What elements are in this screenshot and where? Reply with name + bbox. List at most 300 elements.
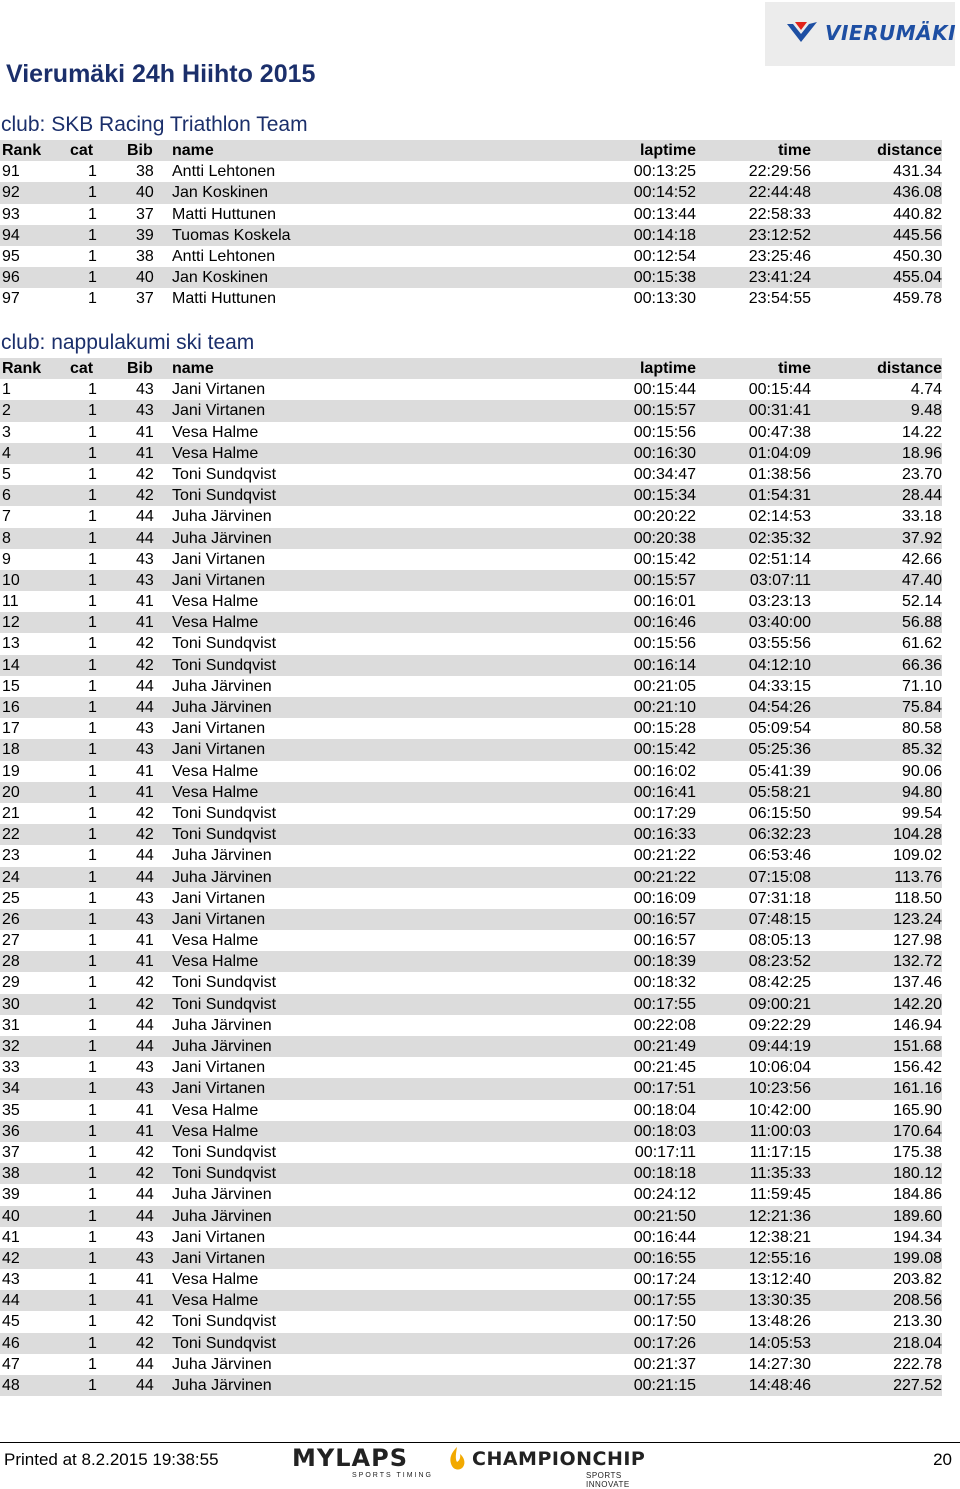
cell-rank: 8 [2,529,11,547]
cell-distance: 161.16 [893,1080,942,1098]
cell-name: Jani Virtanen [172,550,266,568]
cell-bib: 44 [136,699,154,716]
cell-laptime: 00:14:52 [633,184,696,202]
cell-rank: 12 [2,614,20,632]
cell-name: Jani Virtanen [172,889,266,907]
cell-rank: 9 [2,550,11,568]
cell-bib: 41 [136,1101,154,1119]
cell-time: 03:07:11 [749,571,811,589]
cell-laptime: 00:15:34 [633,487,696,505]
championchip-logo-text: CHAMPIONCHIP [472,1448,646,1470]
cell-distance: 194.34 [893,1228,942,1246]
cell-rank: 95 [2,247,20,265]
cell-time: 23:25:46 [748,247,811,265]
cell-bib: 43 [136,571,154,589]
cell-laptime: 00:15:57 [633,571,696,589]
table-row [0,1078,942,1099]
cell-distance: 184.86 [893,1186,942,1204]
cell-time: 06:53:46 [748,847,811,865]
table-row [0,1375,942,1396]
cell-laptime: 00:17:55 [633,1292,696,1310]
cell-distance: 56.88 [901,614,942,632]
cell-time: 11:35:33 [749,1165,811,1183]
cell-cat: 1 [88,974,97,992]
cell-distance: 80.58 [901,720,942,738]
cell-laptime: 00:14:18 [633,226,696,244]
cell-laptime: 00:21:10 [633,699,696,716]
cell-rank: 16 [2,699,20,716]
cell-distance: 208.56 [893,1292,942,1310]
cell-laptime: 00:12:54 [633,247,696,265]
cell-bib: 44 [136,1377,154,1394]
column-header-bib: Bib [127,360,153,377]
cell-laptime: 00:16:55 [633,1249,696,1267]
cell-laptime: 00:17:24 [633,1271,696,1289]
cell-time: 05:58:21 [748,783,811,801]
cell-name: Matti Huttunen [172,290,277,308]
table-row [0,288,942,309]
cell-name: Juha Järvinen [172,1016,272,1034]
cell-bib: 41 [136,953,154,971]
cell-laptime: 00:15:42 [633,550,696,568]
cell-time: 13:12:40 [748,1271,811,1289]
cell-laptime: 00:17:50 [633,1313,696,1331]
cell-rank: 6 [2,487,11,505]
cell-name: Juha Järvinen [172,677,272,695]
cell-cat: 1 [88,1038,97,1055]
cell-rank: 97 [2,290,20,308]
column-header-cat: cat [70,142,94,159]
cell-cat: 1 [88,381,97,399]
column-header-rank: Rank [2,142,42,159]
cell-rank: 22 [2,826,20,844]
cell-cat: 1 [88,614,97,632]
cell-cat: 1 [88,226,97,244]
cell-rank: 10 [2,571,20,589]
page-footer [0,1442,960,1489]
cell-cat: 1 [88,1016,97,1034]
cell-laptime: 00:24:12 [633,1186,696,1204]
cell-laptime: 00:34:47 [633,465,696,483]
cell-rank: 47 [2,1355,20,1373]
cell-time: 01:04:09 [748,444,811,462]
cell-laptime: 00:16:30 [633,444,696,462]
cell-time: 22:44:48 [748,184,811,202]
cell-time: 05:25:36 [748,741,811,759]
table-row [0,718,942,739]
cell-cat: 1 [88,868,97,886]
table-row [0,1311,942,1332]
cell-distance: 175.38 [893,1143,942,1161]
cell-rank: 27 [2,932,20,950]
cell-laptime: 00:15:57 [633,402,696,420]
cell-time: 03:23:13 [748,593,811,611]
cell-name: Vesa Halme [172,783,259,801]
cell-name: Toni Sundqvist [172,1313,277,1331]
cell-distance: 222.78 [893,1355,942,1373]
cell-cat: 1 [88,889,97,907]
cell-time: 09:44:19 [748,1038,811,1055]
cell-time: 11:17:15 [749,1143,811,1161]
cell-rank: 1 [2,381,11,399]
table-row [0,1163,942,1184]
table-row [0,549,942,570]
table-row [0,182,942,203]
cell-distance: 4.74 [910,381,942,399]
cell-bib: 44 [136,847,154,865]
cell-time: 10:23:56 [748,1080,811,1098]
table-row [0,739,942,760]
cell-rank: 31 [2,1016,20,1034]
cell-time: 02:35:32 [748,529,811,547]
table-row [0,204,942,225]
cell-rank: 93 [2,205,20,223]
cell-time: 12:38:21 [748,1228,811,1246]
cell-laptime: 00:15:56 [633,423,696,441]
cell-rank: 11 [2,593,19,611]
cell-bib: 43 [136,1249,154,1267]
cell-name: Jani Virtanen [172,1249,266,1267]
cell-cat: 1 [88,847,97,865]
table-row [0,803,942,824]
cell-rank: 44 [2,1292,20,1310]
table-row [0,1206,942,1227]
cell-rank: 26 [2,910,20,928]
cell-laptime: 00:18:04 [633,1101,696,1119]
cell-distance: 180.12 [893,1165,942,1183]
cell-laptime: 00:16:33 [633,826,696,844]
cell-cat: 1 [88,184,97,202]
cell-distance: 151.68 [893,1038,942,1055]
mylaps-logo-subtext: SPORTS TIMING [352,1472,433,1479]
cell-bib: 42 [136,1313,154,1331]
cell-laptime: 00:16:46 [633,614,696,632]
table-row [0,676,942,697]
cell-laptime: 00:15:42 [633,741,696,759]
cell-time: 13:30:35 [748,1292,811,1310]
cell-rank: 92 [2,184,20,202]
cell-bib: 41 [136,932,154,950]
cell-laptime: 00:17:26 [633,1334,696,1352]
cell-bib: 37 [136,205,154,223]
club-heading: club: SKB Racing Triathlon Team [1,113,308,136]
championchip-logo-subtext: SPORTS INNOVATE [586,1471,630,1489]
cell-bib: 38 [136,163,154,181]
cell-cat: 1 [88,1355,97,1373]
cell-bib: 41 [136,1292,154,1310]
cell-rank: 32 [2,1038,20,1055]
column-header-bib: Bib [127,142,153,159]
cell-time: 10:42:00 [748,1101,811,1119]
table-row [0,633,942,654]
cell-bib: 44 [136,1355,154,1373]
cell-rank: 18 [2,741,20,759]
cell-rank: 4 [2,444,11,462]
table-row [0,422,942,443]
table-row [0,888,942,909]
cell-cat: 1 [88,571,97,589]
mylaps-logo-text: MYLAPS [292,1444,409,1472]
cell-bib: 43 [136,1228,154,1246]
cell-name: Vesa Halme [172,1271,259,1289]
cell-rank: 38 [2,1165,20,1183]
cell-time: 14:27:30 [748,1355,811,1373]
cell-time: 04:12:10 [748,656,811,674]
cell-time: 14:05:53 [748,1334,811,1352]
cell-cat: 1 [88,423,97,441]
cell-name: Vesa Halme [172,1292,259,1310]
cell-name: Jani Virtanen [172,571,266,589]
cell-distance: 85.32 [901,741,942,759]
cell-time: 06:15:50 [748,804,811,822]
cell-bib: 42 [136,1165,154,1183]
cell-cat: 1 [88,444,97,462]
table-row [0,930,942,951]
cell-rank: 13 [2,635,20,653]
table-row [0,1248,942,1269]
table-row [0,246,942,267]
cell-bib: 44 [136,1016,154,1034]
table-row [0,1142,942,1163]
cell-name: Jani Virtanen [172,910,266,928]
cell-cat: 1 [88,1313,97,1331]
cell-distance: 47.40 [901,571,942,589]
cell-bib: 42 [136,995,154,1013]
cell-distance: 33.18 [901,508,942,526]
column-header-name: name [172,360,214,377]
printed-timestamp: Printed at 8.2.2015 19:38:55 [4,1450,219,1469]
cell-name: Toni Sundqvist [172,804,277,822]
table-row [0,824,942,845]
table-row [0,464,942,485]
cell-rank: 34 [2,1080,20,1098]
cell-time: 02:51:14 [748,550,811,568]
cell-laptime: 00:18:18 [633,1165,696,1183]
cell-cat: 1 [88,1292,97,1310]
column-header-laptime: laptime [639,142,696,159]
table-row [0,909,942,930]
table-row [0,845,942,866]
cell-laptime: 00:17:55 [633,995,696,1013]
cell-cat: 1 [88,741,97,759]
cell-rank: 48 [2,1377,20,1394]
cell-name: Vesa Halme [172,953,259,971]
cell-name: Toni Sundqvist [172,974,277,992]
cell-cat: 1 [88,487,97,505]
cell-bib: 41 [136,783,154,801]
cell-laptime: 00:21:22 [633,868,696,886]
cell-bib: 44 [136,508,154,526]
cell-distance: 436.08 [893,184,942,202]
cell-name: Jan Koskinen [172,184,269,202]
cell-name: Jani Virtanen [172,381,266,399]
cell-name: Juha Järvinen [172,508,272,526]
cell-bib: 42 [136,1334,154,1352]
table-row [0,1015,942,1036]
cell-name: Juha Järvinen [172,1377,272,1394]
cell-name: Antti Lehtonen [172,163,276,181]
cell-rank: 40 [2,1207,20,1225]
column-header-time: time [778,360,811,377]
cell-cat: 1 [88,593,97,611]
cell-bib: 42 [136,974,154,992]
cell-rank: 36 [2,1122,20,1140]
cell-bib: 42 [136,656,154,674]
cell-cat: 1 [88,699,97,716]
cell-laptime: 00:16:41 [633,783,696,801]
cell-laptime: 00:13:25 [633,163,696,181]
cell-rank: 45 [2,1313,20,1331]
cell-bib: 44 [136,1207,154,1225]
table-row [0,485,942,506]
cell-laptime: 00:16:57 [633,932,696,950]
table-row [0,1121,942,1142]
column-header-distance: distance [877,142,942,159]
cell-distance: 52.14 [901,593,942,611]
cell-time: 00:31:41 [748,402,811,420]
cell-name: Antti Lehtonen [172,247,276,265]
cell-name: Juha Järvinen [172,529,272,547]
table-header-row [0,140,942,161]
cell-bib: 41 [136,1122,154,1140]
column-header-name: name [172,142,214,159]
cell-time: 04:54:26 [748,699,811,716]
cell-cat: 1 [88,290,97,308]
cell-name: Vesa Halme [172,614,259,632]
cell-rank: 33 [2,1059,20,1077]
cell-time: 01:38:56 [748,465,811,483]
cell-name: Jani Virtanen [172,402,266,420]
cell-name: Toni Sundqvist [172,826,277,844]
cell-distance: 213.30 [893,1313,942,1331]
table-row [0,782,942,803]
cell-laptime: 00:18:03 [633,1122,696,1140]
cell-time: 09:00:21 [748,995,811,1013]
cell-rank: 21 [2,804,20,822]
cell-cat: 1 [88,932,97,950]
cell-bib: 42 [136,826,154,844]
cell-bib: 40 [136,269,154,287]
cell-cat: 1 [88,1059,97,1077]
cell-cat: 1 [88,910,97,928]
cell-bib: 41 [136,614,154,632]
table-row [0,1100,942,1121]
cell-distance: 170.64 [893,1122,942,1140]
cell-name: Toni Sundqvist [172,1165,277,1183]
cell-distance: 156.42 [893,1059,942,1077]
cell-laptime: 00:18:39 [633,953,696,971]
table-row [0,697,942,718]
cell-bib: 37 [136,290,154,308]
cell-time: 23:54:55 [748,290,811,308]
table-row [0,1036,942,1057]
cell-rank: 15 [2,677,20,695]
cell-bib: 41 [136,444,154,462]
cell-rank: 19 [2,762,20,780]
cell-distance: 61.62 [901,635,942,653]
table-row [0,161,942,182]
cell-laptime: 00:21:15 [633,1377,696,1394]
table-row [0,612,942,633]
table-row [0,570,942,591]
cell-distance: 142.20 [893,995,942,1013]
column-header-distance: distance [877,360,942,377]
cell-bib: 43 [136,720,154,738]
cell-name: Toni Sundqvist [172,635,277,653]
cell-laptime: 00:17:29 [633,804,696,822]
table-row [0,443,942,464]
table-row [0,1290,942,1311]
cell-bib: 41 [136,762,154,780]
logo-text: VIERUMÄKI [825,21,957,45]
cell-cat: 1 [88,1122,97,1140]
cell-time: 12:55:16 [748,1249,811,1267]
cell-name: Vesa Halme [172,762,259,780]
table-row [0,761,942,782]
cell-name: Vesa Halme [172,1101,259,1119]
table-row [0,867,942,888]
cell-laptime: 00:21:37 [633,1355,696,1373]
cell-name: Vesa Halme [172,593,259,611]
cell-distance: 99.54 [901,804,942,822]
cell-cat: 1 [88,508,97,526]
cell-time: 06:32:23 [748,826,811,844]
cell-time: 03:55:56 [748,635,811,653]
cell-name: Toni Sundqvist [172,1334,277,1352]
cell-distance: 450.30 [893,247,942,265]
cell-distance: 18.96 [901,444,942,462]
cell-rank: 42 [2,1249,20,1267]
cell-bib: 43 [136,402,154,420]
page-number: 20 [933,1450,952,1469]
table-row [0,1269,942,1290]
cell-time: 12:21:36 [748,1207,811,1225]
cell-time: 00:15:44 [748,381,811,399]
cell-cat: 1 [88,529,97,547]
cell-cat: 1 [88,205,97,223]
cell-laptime: 00:16:57 [633,910,696,928]
cell-laptime: 00:16:44 [633,1228,696,1246]
cell-laptime: 00:20:22 [633,508,696,526]
cell-bib: 43 [136,889,154,907]
cell-distance: 218.04 [893,1334,942,1352]
cell-name: Matti Huttunen [172,205,277,223]
cell-bib: 43 [136,550,154,568]
cell-rank: 5 [2,465,11,483]
column-header-cat: cat [70,360,94,377]
column-header-laptime: laptime [639,360,696,377]
cell-rank: 25 [2,889,20,907]
cell-distance: 75.84 [901,699,942,716]
cell-rank: 3 [2,423,11,441]
championchip-flame-icon [446,1446,468,1472]
cell-cat: 1 [88,1228,97,1246]
cell-time: 11:59:45 [749,1186,811,1204]
footer-divider [0,1442,960,1443]
cell-laptime: 00:17:51 [633,1080,696,1098]
cell-distance: 203.82 [893,1271,942,1289]
cell-laptime: 00:15:44 [633,381,696,399]
cell-name: Juha Järvinen [172,699,272,716]
cell-distance: 109.02 [893,847,942,865]
cell-bib: 42 [136,487,154,505]
cell-name: Jani Virtanen [172,720,266,738]
cell-bib: 43 [136,381,154,399]
cell-distance: 227.52 [893,1377,942,1394]
cell-bib: 41 [136,593,154,611]
cell-name: Juha Järvinen [172,1186,272,1204]
cell-rank: 91 [2,163,20,181]
